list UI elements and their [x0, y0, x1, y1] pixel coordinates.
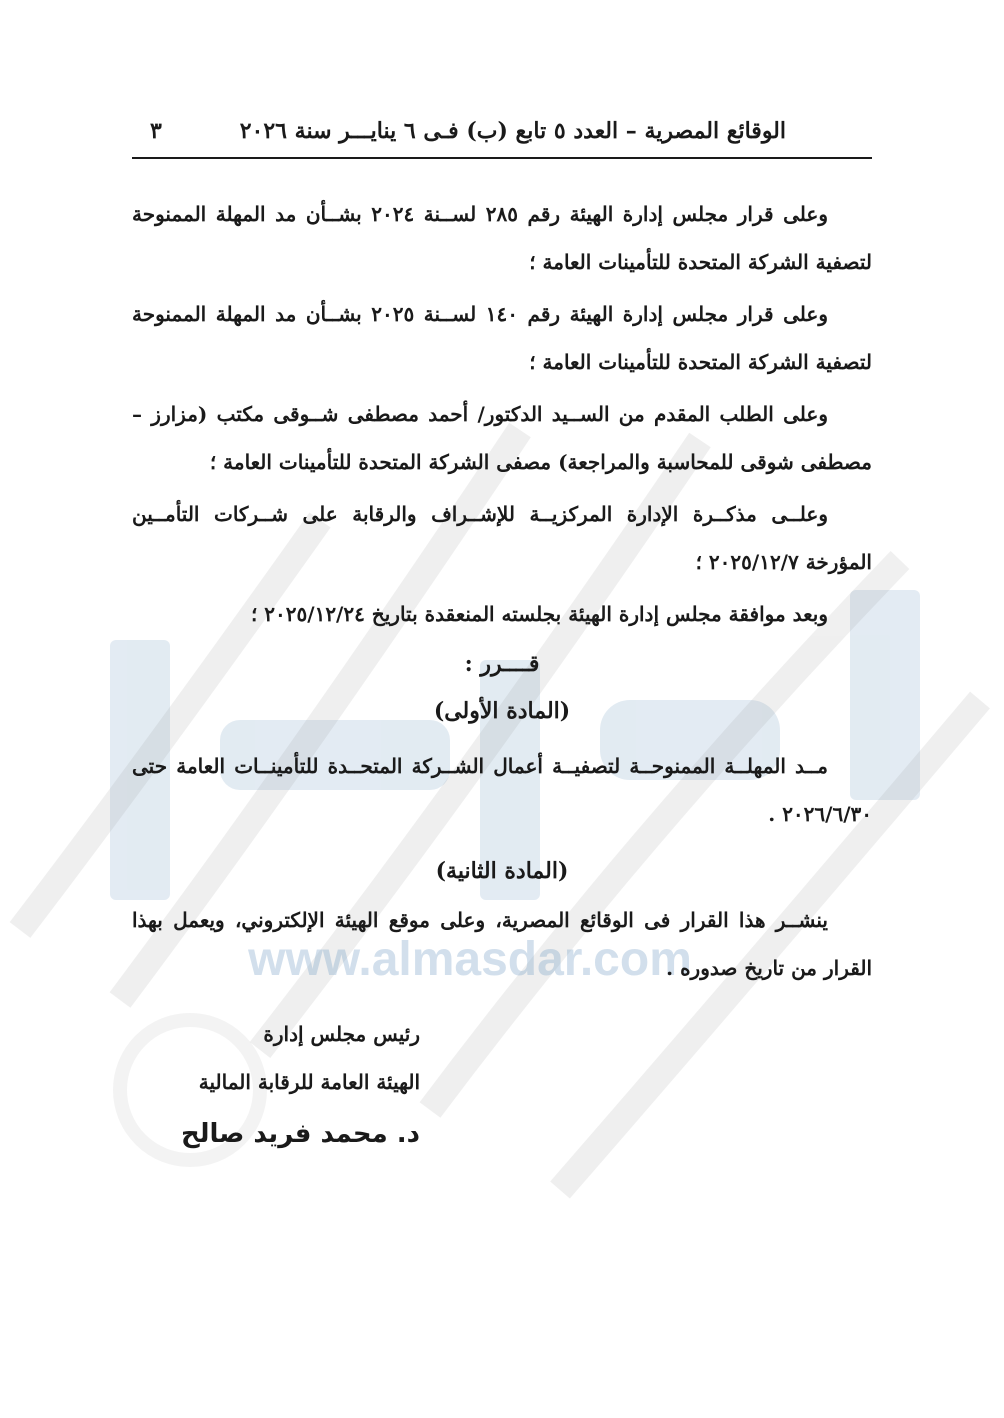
- header-divider: [132, 157, 872, 159]
- article-2-heading: (المادة الثانية): [435, 858, 569, 884]
- article-2-text: ينشــر هذا القرار فى الوقائع المصرية، وعلى موقع الهيئة الإلكتروني، ويعمل بهذا القرار من تاريخ صدوره .: [132, 908, 872, 980]
- decree-body: [132, 190, 872, 996]
- watermark-url: www.almasdar.com: [248, 933, 692, 986]
- signatory-title-1: رئيس مجلس إدارة: [263, 1022, 420, 1046]
- decision-heading: قــــرر :: [464, 651, 540, 677]
- article-1-heading: (المادة الأولى): [433, 698, 571, 724]
- signature-block: [180, 1010, 420, 1162]
- page-header: [132, 112, 872, 152]
- page-number: ٣: [150, 118, 162, 144]
- article-1-text: مــد المهلــة الممنوحــة لتصفيــة أعمال الشــركة المتحــدة للتأمينــات العامة حتى ٢٠٢٦/٦/٣٠ .: [132, 754, 872, 826]
- recital-paragraph-4: وعلــى مذكــرة الإدارة المركزيــة للإشــراف والرقابة على شــركات التأمــين المؤرخة ٢٠٢٥/١٢/٧ ؛: [132, 502, 872, 574]
- recital-paragraph-2: وعلى قرار مجلس إدارة الهيئة رقم ١٤٠ لســنة ٢٠٢٥ بشــأن مد المهلة الممنوحة لتصفية الشركة المتحدة للتأمينات العامة ؛: [132, 302, 872, 374]
- recital-paragraph-3: وعلى الطلب المقدم من الســيد الدكتور/ أحمد مصطفى شــوقى مكتب (مزارز – مصطفى شوقى للمحاسبة والمراجعة) مصفى الشركة المتحدة للتأمينات العامة ؛: [132, 402, 872, 474]
- gazette-title: الوقائع المصرية – العدد ٥ تابع (ب) فـى ٦ ينايـــر سنة ٢٠٢٦: [239, 118, 786, 144]
- recital-paragraph-5: وبعد موافقة مجلس إدارة الهيئة بجلسته المنعقدة بتاريخ ٢٠٢٥/١٢/٢٤ ؛: [250, 602, 828, 626]
- recital-paragraph-1: وعلى قرار مجلس إدارة الهيئة رقم ٢٨٥ لســنة ٢٠٢٤ بشــأن مد المهلة الممنوحة لتصفية الشركة المتحدة للتأمينات العامة ؛: [132, 202, 872, 274]
- signatory-name: د. محمد فريد صالح: [180, 1119, 420, 1149]
- signatory-title-2: الهيئة العامة للرقابة المالية: [198, 1070, 420, 1094]
